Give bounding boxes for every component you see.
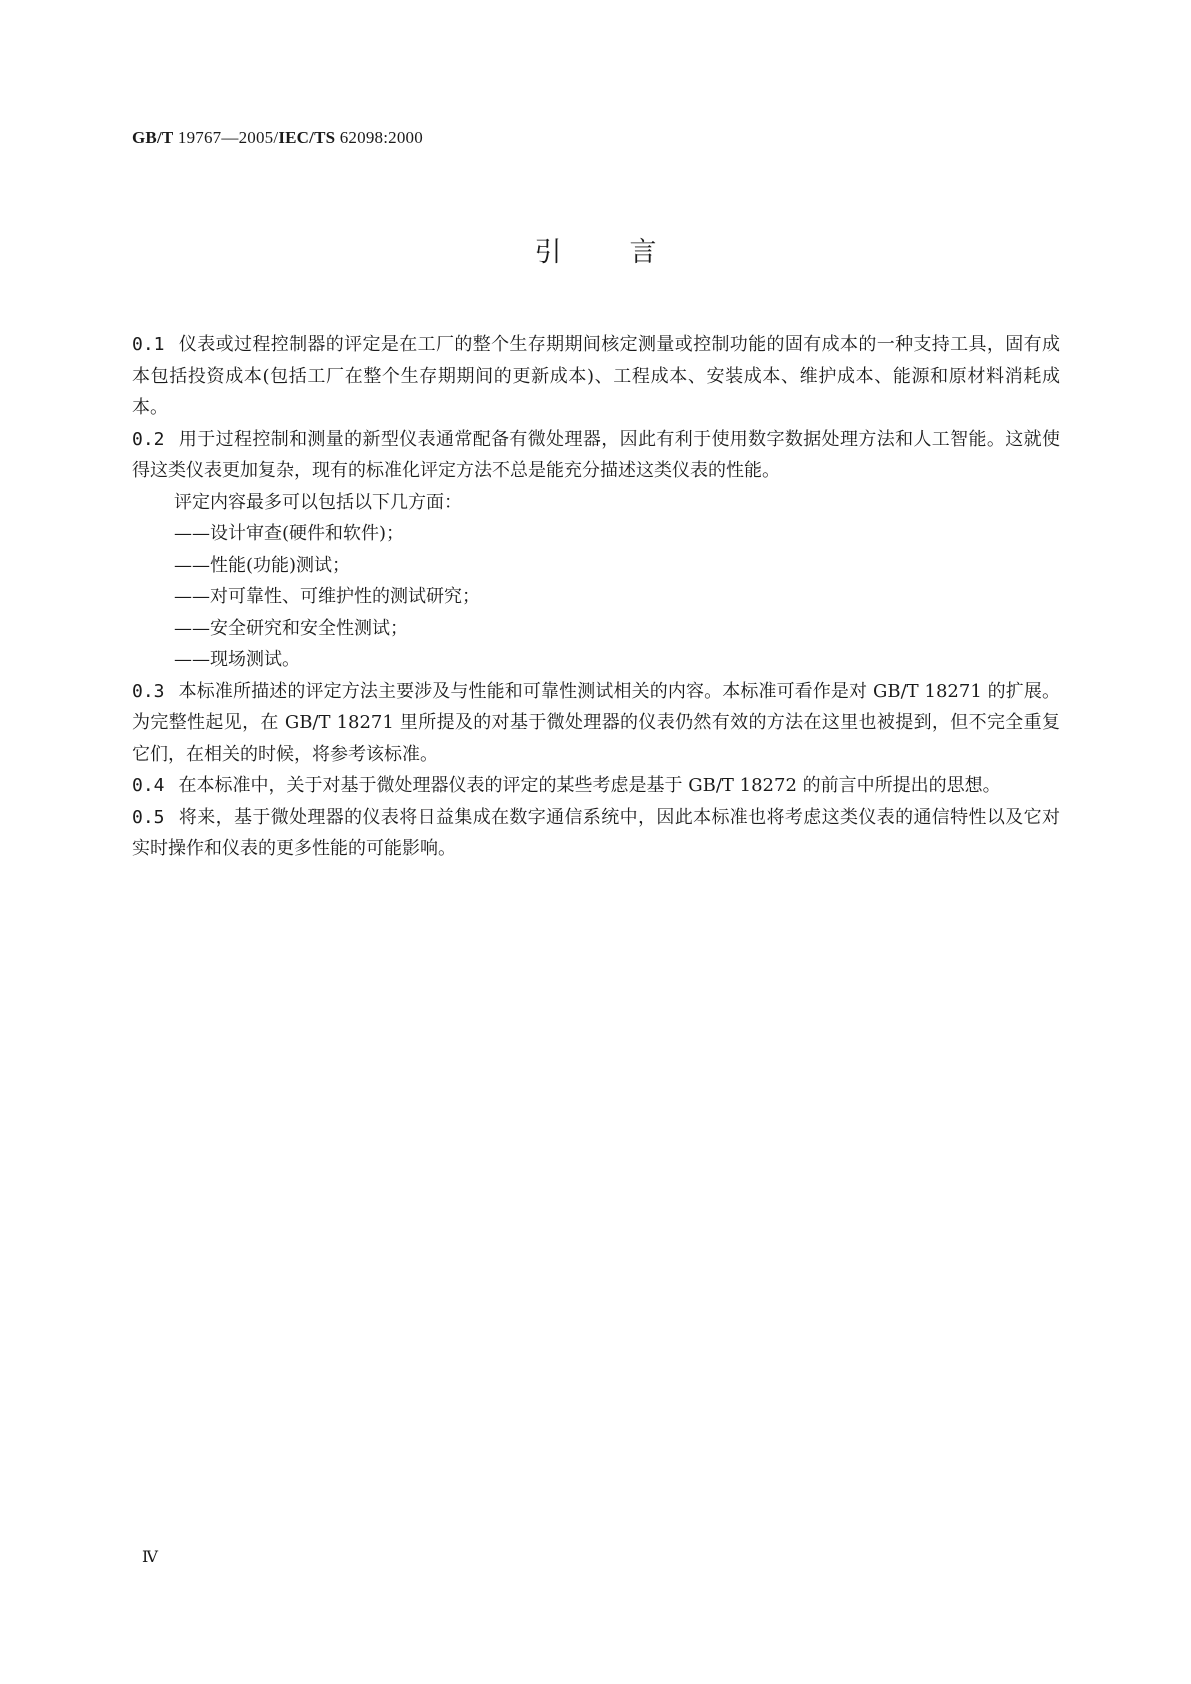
paragraph-0-3: [132, 676, 1060, 771]
paragraph-text: 在本标准中，关于对基于微处理器仪表的评定的某些考虑是基于 GB/T 18272 的前言中所提出的思想。: [178, 775, 1001, 796]
list-item: ——性能(功能)测试；: [174, 554, 351, 576]
paragraph-text: 用于过程控制和测量的新型仪表通常配备有微处理器，因此有利于使用数字数据处理方法和人工智能。这就使得这类仪表更加复杂，现有的标准化评定方法不总是能充分描述这类仪表的性能。: [132, 428, 1060, 481]
paragraph-text: 仪表或过程控制器的评定是在工厂的整个生存期期间核定测量或控制功能的固有成本的一种支持工具，固有成本包括投资成本(包括工厂在整个生存期期间的更新成本)、工程成本、安装成本、维护成本、能源和原材料消耗成本。: [132, 334, 1060, 418]
clause-number: 0.1: [132, 334, 165, 355]
list-item: ——现场测试。: [174, 649, 300, 670]
standard-code-header: [132, 128, 423, 148]
paragraph-0-4: [132, 770, 1060, 802]
std-code-number: 19767—2005/: [173, 128, 279, 147]
list-item: ——安全研究和安全性测试；: [174, 617, 408, 639]
iec-code-prefix: IEC/TS: [278, 128, 336, 147]
std-code-prefix: GB/T: [132, 128, 174, 147]
page-number: Ⅳ: [142, 1549, 158, 1566]
introduction-body: [132, 329, 1060, 865]
list-intro: 评定内容最多可以包括以下几方面：: [174, 491, 462, 513]
clause-number: 0.5: [132, 806, 165, 828]
paragraph-0-2: [132, 424, 1060, 487]
paragraph-0-1: [132, 329, 1060, 424]
clause-number: 0.2: [132, 428, 165, 450]
list-item: ——对可靠性、可维护性的测试研究；: [174, 586, 480, 607]
list-item: ——设计审查(硬件和软件)；: [174, 523, 405, 544]
clause-number: 0.4: [132, 775, 165, 796]
page-title: 引言: [534, 237, 725, 268]
iec-code-number: 62098:2000: [335, 128, 423, 147]
clause-number: 0.3: [132, 680, 165, 702]
paragraph-0-5: [132, 802, 1060, 865]
paragraph-text: 本标准所描述的评定方法主要涉及与性能和可靠性测试相关的内容。本标准可看作是对 GB/T 18271 的扩展。为完整性起见，在 GB/T 18271 里所提及的对基于微处理器的仪表仍然有效的方法在这里也被提到，但不完全重复它们，在相关的时候，将参考该标准。: [132, 680, 1060, 765]
paragraph-text: 将来，基于微处理器的仪表将日益集成在数字通信系统中，因此本标准也将考虑这类仪表的通信特性以及它对实时操作和仪表的更多性能的可能影响。: [132, 806, 1060, 859]
